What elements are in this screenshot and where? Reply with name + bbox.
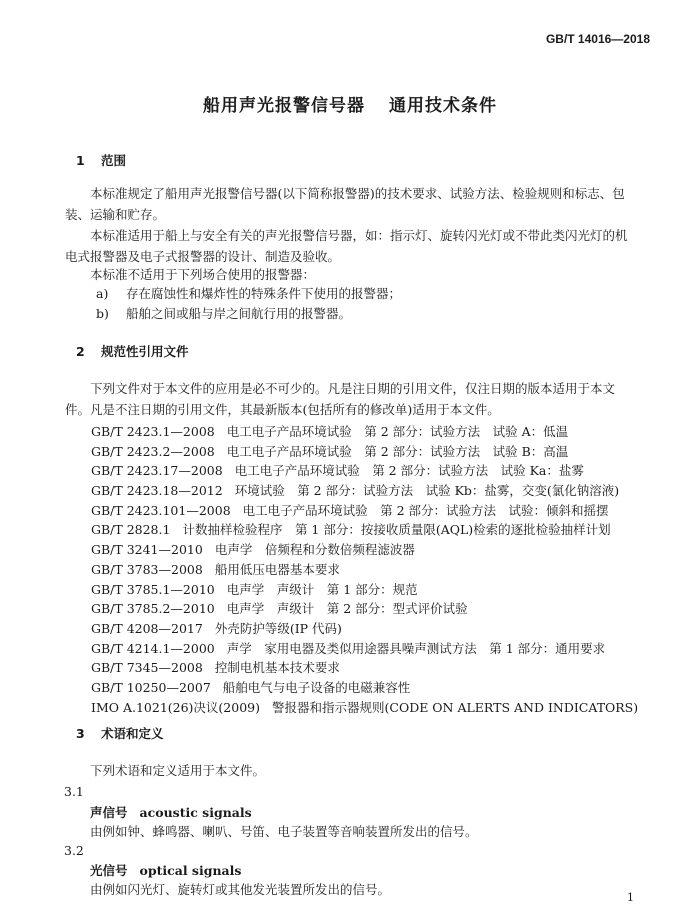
reference-item: GB/T 3785.2—2010 电声学 声级计 第 2 部分：型式评价试验 [91,601,468,617]
reference-item: GB/T 2423.2—2008 电工电子产品环境试验 第 2 部分：试验方法 试验 B：高温 [91,443,569,459]
reference-item: GB/T 2423.17—2008 电工电子产品环境试验 第 2 部分：试验方法 试验 Ka：盐雾 [91,463,584,479]
reference-item: GB/T 3783—2008 船用低压电器基本要求 [91,561,340,577]
reference-item: GB/T 4214.1—2000 声学 家用电器及类似用途器具噪声测试方法 第 1 部分：通用要求 [91,640,606,656]
standard-number: GB/T 14016—2018 [545,32,650,46]
section-2-intro: 下列文件对于本文件的应用是必不可少的。凡是注日期的引用文件，仅注日期的版本适用于本文件。凡是不注日期的引用文件，其最新版本(包括所有的修改单)适用于本文件。 [65,381,616,417]
reference-item: GB/T 3241—2010 电声学 倍频程和分数倍频程滤波器 [91,542,415,558]
reference-item: IMO A.1021(26)决议(2009) 警报器和指示器规则(CODE ON ALERTS AND INDICATORS) [91,699,639,715]
section-1-heading: 1 范围 [76,153,127,168]
section-2-heading: 2 规范性引用文件 [76,344,189,359]
normative-references-list [91,422,638,717]
term-title: 声信号 acoustic signals [90,805,252,820]
term-number: 3.2 [64,843,84,858]
reference-item: GB/T 4208—2017 外壳防护等级(IP 代码) [91,620,342,636]
reference-item: GB/T 2828.1 计数抽样检验程序 第 1 部分：按接收质量限(AQL)检索的逐批检验抽样计划 [91,522,611,538]
term-number: 3.1 [64,784,84,799]
page-number: 1 [627,891,634,904]
title-main: 船用声光报警信号器 [203,96,365,116]
section-1-paragraph-1: 本标准规定了船用声光报警信号器(以下简称报警器)的技术要求、试验方法、检验规则和标志、包装、运输和贮存。 [65,186,625,222]
reference-item: GB/T 2423.101—2008 电工电子产品环境试验 第 2 部分：试验方法 试验：倾斜和摇摆 [91,502,609,518]
reference-item: GB/T 7345—2008 控制电机基本技术要求 [91,660,340,676]
list-item: b) 船舶之间或船与岸之间航行用的报警器。 [96,306,352,321]
section-1-paragraph-3: 本标准不适用于下列场合使用的报警器： [90,267,316,282]
list-item: a) 存在腐蚀性和爆炸性的特殊条件下使用的报警器； [96,286,402,301]
reference-item: GB/T 10250—2007 船舶电气与电子设备的电磁兼容性 [91,679,411,695]
term-title: 光信号 optical signals [90,863,242,878]
title-sub: 通用技术条件 [389,96,497,116]
term-definition: 由例如钟、蜂鸣器、喇叭、号笛、电子装置等音响装置所发出的信号。 [90,824,478,839]
section-3-heading: 3 术语和定义 [76,726,164,741]
reference-item: GB/T 2423.1—2008 电工电子产品环境试验 第 2 部分：试验方法 试验 A：低温 [91,424,569,439]
document-title [0,91,700,116]
reference-item: GB/T 3785.1—2010 电声学 声级计 第 1 部分：规范 [91,581,418,597]
reference-item: GB/T 2423.18—2012 环境试验 第 2 部分：试验方法 试验 Kb：盐雾，交变(氯化钠溶液) [91,483,620,499]
term-definition: 由例如闪光灯、旋转灯或其他发光装置所发出的信号。 [90,882,391,897]
section-3-intro: 下列术语和定义适用于本文件。 [90,763,266,778]
section-1-paragraph-2: 本标准适用于船上与安全有关的声光报警信号器，如：指示灯、旋转闪光灯或不带此类闪光灯的机电式报警器及电子式报警器的设计、制造及验收。 [65,228,628,264]
